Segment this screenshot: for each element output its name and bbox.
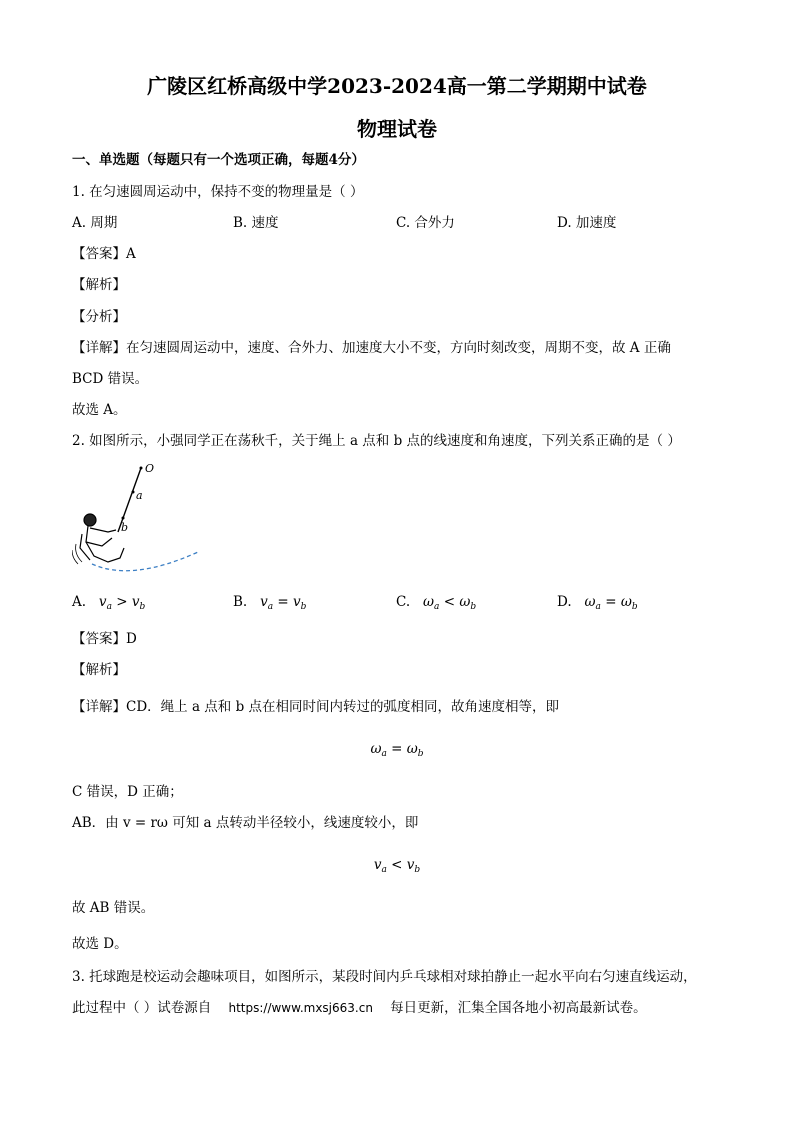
q2-option-c: C. $\omega_a < \omega_b$ bbox=[396, 594, 477, 612]
q2-detail-line2: C 错误，D 正确； bbox=[72, 784, 183, 800]
q1-conclusion: 故选 A。 bbox=[72, 402, 127, 418]
q1-analysis-tag: 【解析】 bbox=[72, 277, 126, 293]
q1-stem: 1. 在匀速圆周运动中，保持不变的物理量是（ ） bbox=[72, 184, 364, 200]
point-b-icon bbox=[122, 517, 125, 520]
detail-tag: 【详解】 bbox=[72, 340, 126, 356]
q2-stem: 2. 如图所示，小强同学正在荡秋千，关于绳上 a 点和 b 点的线速度和角速度，下列关系正确的是（ ） bbox=[72, 433, 681, 449]
detail-text: 在匀速圆周运动中，速度、合外力、加速度大小不变，方向时刻改变，周期不变，故 A 正确 bbox=[126, 340, 671, 356]
q2-equation-1: $\omega_a = \omega_b$ bbox=[370, 741, 424, 759]
q1-option-d: D. 加速度 bbox=[557, 215, 617, 231]
detail-text: CD．绳上 a 点和 b 点在相同时间内转过的弧度相同，故角速度相等，即 bbox=[126, 699, 560, 715]
answer-tag: 【答案】 bbox=[72, 631, 126, 647]
q3-stem-line1: 3. 托球跑是校运动会趣味项目，如图所示，某段时间内乒乓球相对球拍静止一起水平向右匀速直线运动， bbox=[72, 969, 697, 985]
source-link[interactable]: https://www.mxsj663.cn bbox=[228, 1001, 373, 1015]
q2-equation-2: $v_a < v_b$ bbox=[373, 857, 421, 875]
point-a-icon bbox=[132, 491, 135, 494]
q1-detail-line bbox=[72, 339, 671, 357]
exam-title: 广陵区红桥高级中学2023-2024高一第二学期期中试卷 bbox=[147, 74, 647, 98]
point-o-icon bbox=[140, 467, 143, 470]
section-heading: 一、单选题（每题只有一个选项正确，每题4分） bbox=[72, 152, 365, 168]
person-icon bbox=[72, 514, 124, 564]
q1-option-a: A. 周期 bbox=[72, 215, 118, 231]
q2-option-a: A. $v_a > v_b$ bbox=[72, 594, 146, 612]
swing-figure bbox=[72, 460, 212, 580]
q2-detail-line4: 故 AB 错误。 bbox=[72, 900, 155, 916]
label-a: a bbox=[136, 489, 143, 502]
detail-tag: 【详解】 bbox=[72, 699, 126, 715]
q2-conclusion: 故选 D。 bbox=[72, 936, 128, 952]
answer-value: D bbox=[126, 631, 137, 647]
label-b: b bbox=[121, 521, 129, 534]
q2-analysis-tag: 【解析】 bbox=[72, 662, 126, 678]
subject-title: 物理试卷 bbox=[357, 117, 437, 141]
answer-value: A bbox=[126, 246, 136, 262]
q2-answer-line bbox=[72, 630, 137, 648]
label-o: O bbox=[145, 462, 155, 475]
answer-tag: 【答案】 bbox=[72, 246, 126, 262]
q2-option-b: B. $v_a = v_b$ bbox=[233, 594, 307, 612]
q3-stem-line2: 此过程中（ ）试卷源自 https://www.mxsj663.cn 每日更新，汇集全国各地小初高最新试卷。 bbox=[72, 1000, 647, 1016]
q2-detail-line bbox=[72, 698, 559, 716]
q1-option-c: C. 合外力 bbox=[396, 215, 455, 231]
q1-answer-line bbox=[72, 245, 136, 263]
q1-detail-line2: BCD 错误。 bbox=[72, 371, 149, 387]
q2-option-d: D. $\omega_a = \omega_b$ bbox=[557, 594, 638, 612]
q1-fenxi-tag: 【分析】 bbox=[72, 309, 126, 325]
q2-detail-line3: AB．由 v = rω 可知 a 点转动半径较小，线速度较小，即 bbox=[72, 815, 419, 831]
q1-option-b: B. 速度 bbox=[233, 215, 279, 231]
